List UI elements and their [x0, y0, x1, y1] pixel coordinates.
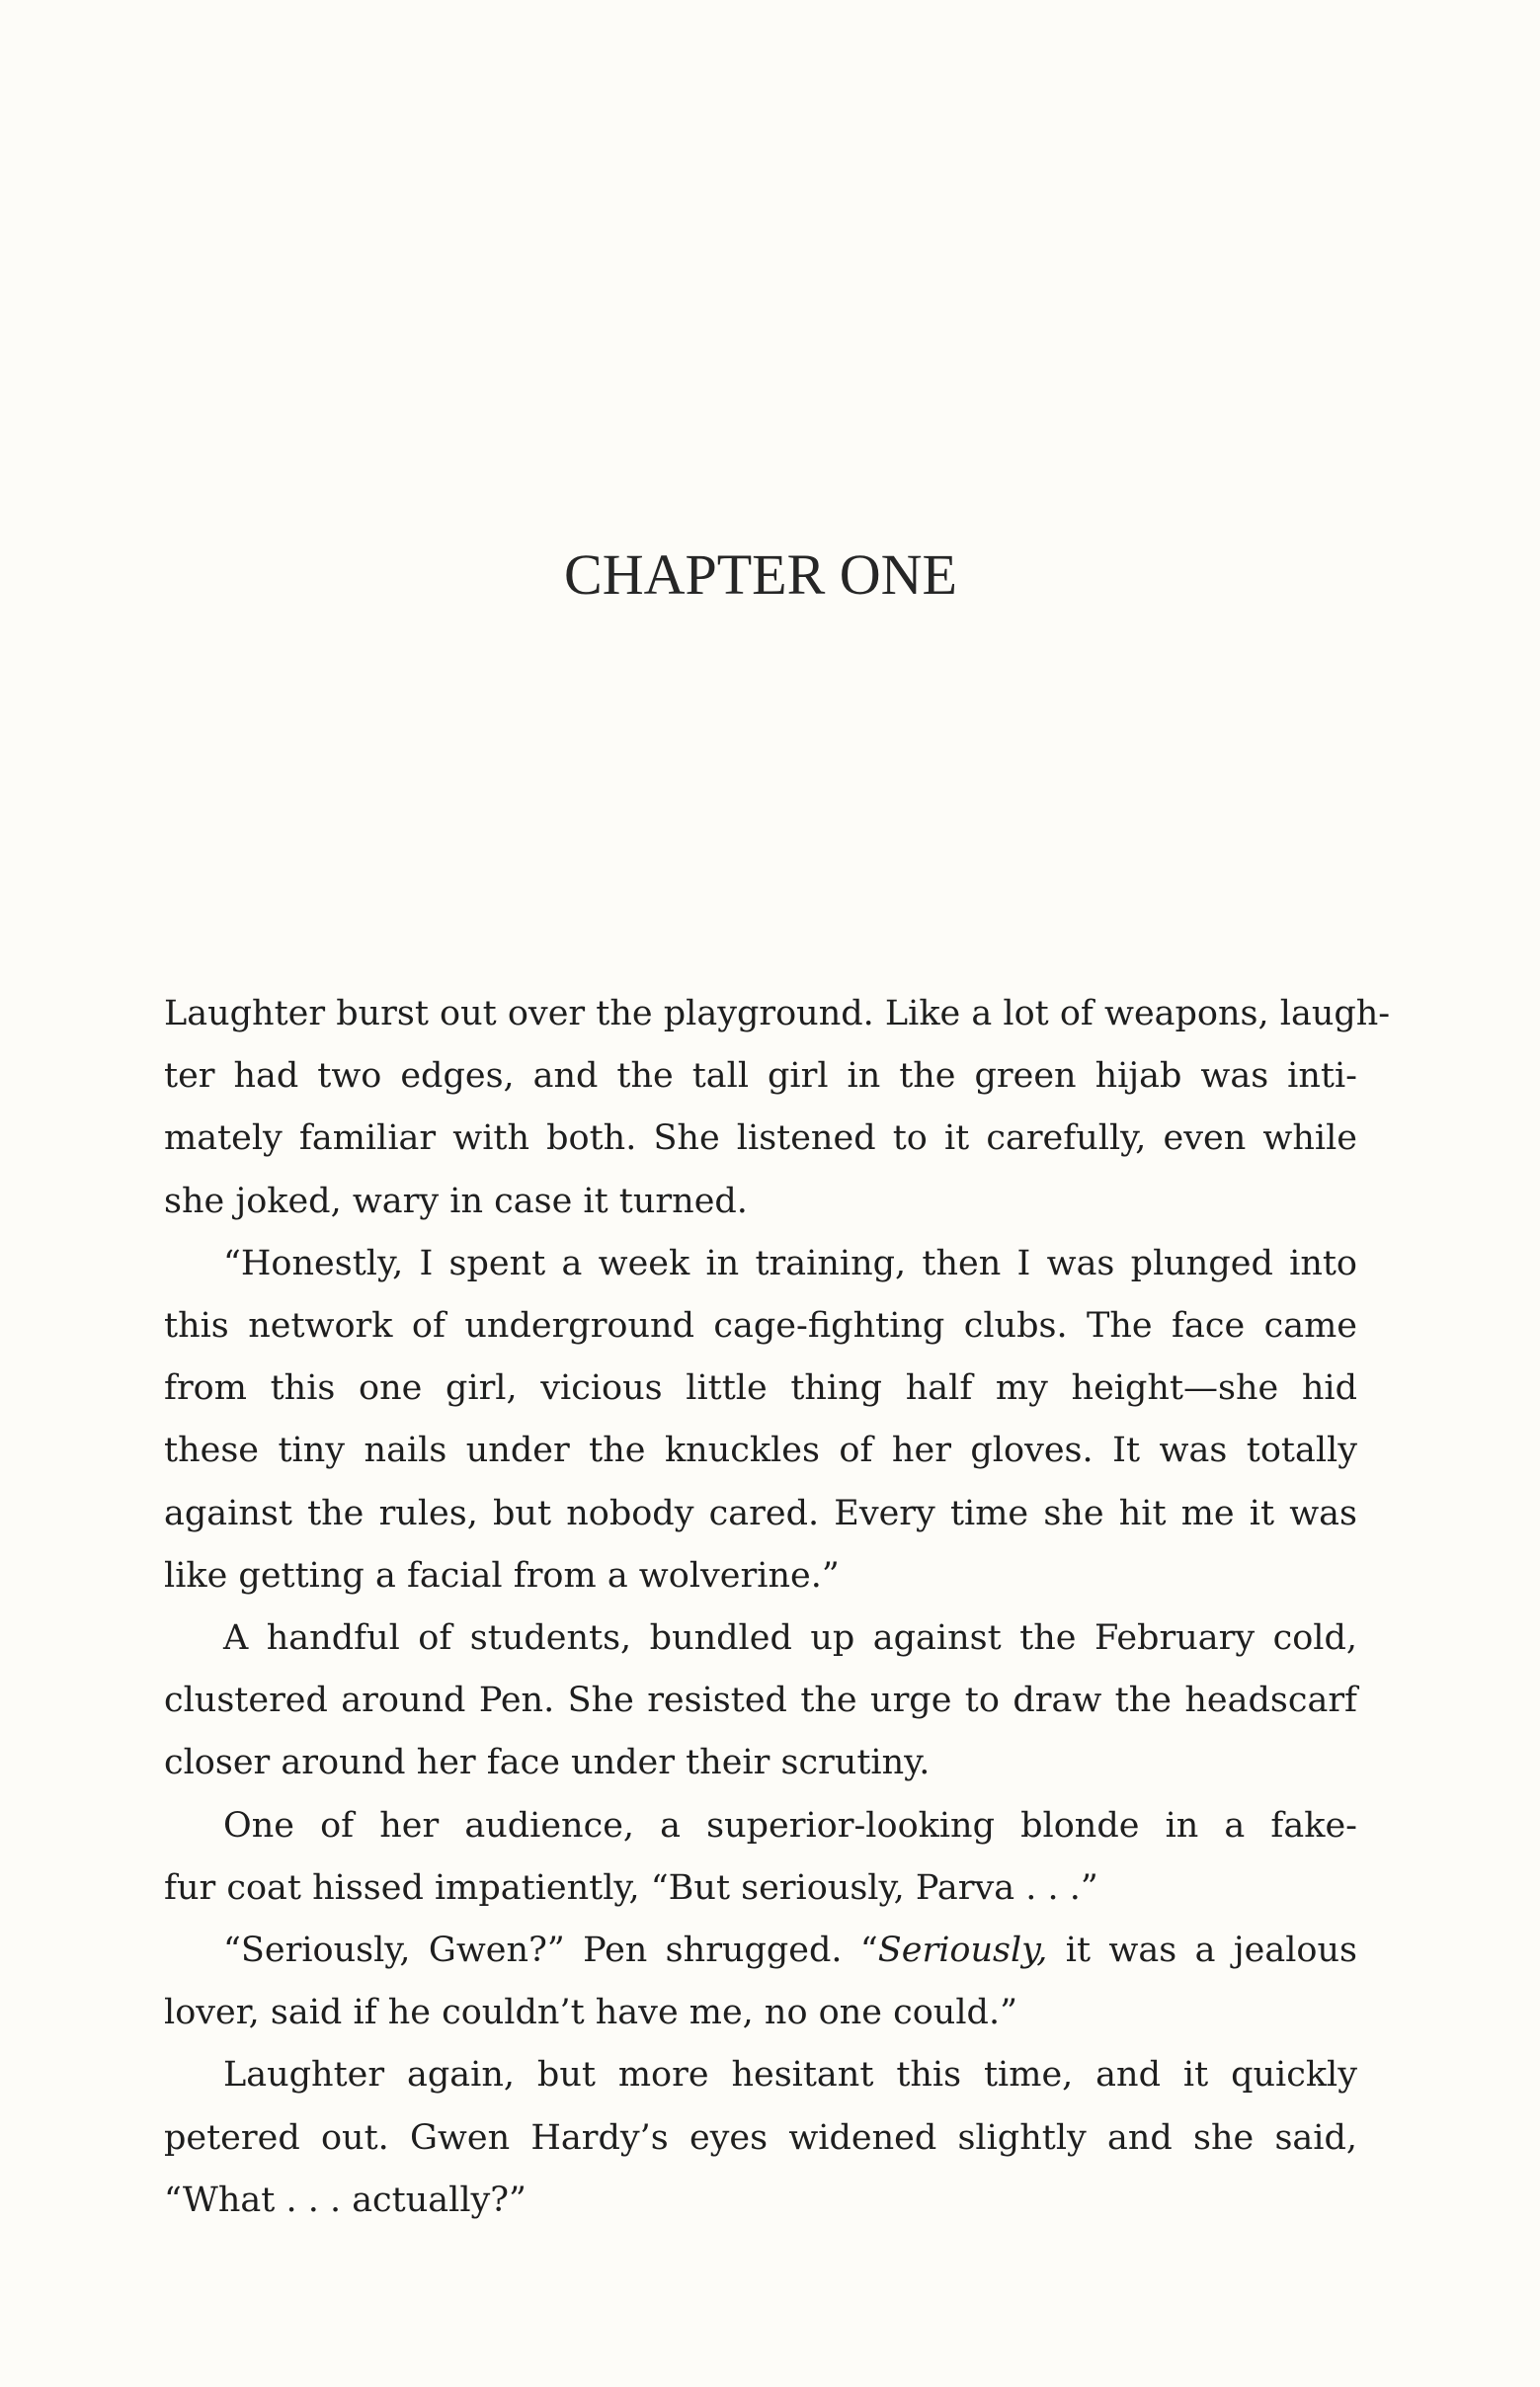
paragraph-1	[164, 983, 1391, 1233]
text-line: Laughter burst out over the playground. Like a lot of weapons, laugh-	[164, 994, 1391, 1033]
text-line: from this one girl, vicious little thing half my height—she hid	[164, 1368, 1357, 1409]
text-line: this network of underground cage-fighting clubs. The face came	[164, 1306, 1357, 1347]
paragraph-5	[164, 1920, 1357, 2044]
text-line: One of her audience, a superior-looking blonde in a fake-	[223, 1805, 1357, 1846]
emphasis-text: Seriously,	[877, 1931, 1048, 1971]
text-line: against the rules, but nobody cared. Every time she hit me it was	[164, 1493, 1357, 1533]
paragraph-3	[164, 1607, 1357, 1795]
paragraph-2	[164, 1233, 1357, 1607]
text-line: she joked, wary in case it turned.	[164, 1181, 748, 1221]
text-line: lover, said if he couldn’t have me, no one could.”	[164, 1993, 1017, 2033]
paragraph-4	[164, 1795, 1357, 1920]
body-text	[164, 983, 1391, 2232]
text-line: petered out. Gwen Hardy’s eyes widened slightly and she said,	[164, 2117, 1357, 2158]
text-line: mately familiar with both. She listened to it carefully, even while	[164, 1118, 1357, 1159]
text-line	[164, 1920, 1357, 1982]
chapter-title: CHAPTER ONE	[564, 542, 957, 607]
text-line: closer around her face under their scrutiny.	[164, 1743, 931, 1783]
text-line: “What . . . actually?”	[164, 2180, 527, 2220]
text-line: fur coat hissed impatiently, “But seriously, Parva . . .”	[164, 1867, 1098, 1908]
text-line: ter had two edges, and the tall girl in the green hijab was inti-	[164, 1056, 1357, 1097]
paragraph-6	[164, 2044, 1357, 2232]
text-line: like getting a facial from a wolverine.”	[164, 1555, 840, 1596]
text-run: “Seriously, Gwen?” Pen shrugged. “	[223, 1931, 878, 1971]
text-line: “Honestly, I spent a week in training, then I was plunged into	[223, 1243, 1357, 1283]
text-line: clustered around Pen. She resisted the urge to draw the headscarf	[164, 1681, 1357, 1721]
text-line: A handful of students, bundled up against the February cold,	[223, 1618, 1357, 1659]
text-line: Laughter again, but more hesitant this time, and it quickly	[223, 2055, 1357, 2096]
text-line: these tiny nails under the knuckles of her gloves. It was totally	[164, 1431, 1357, 1471]
text-run: it was a jealous	[1047, 1931, 1357, 1971]
